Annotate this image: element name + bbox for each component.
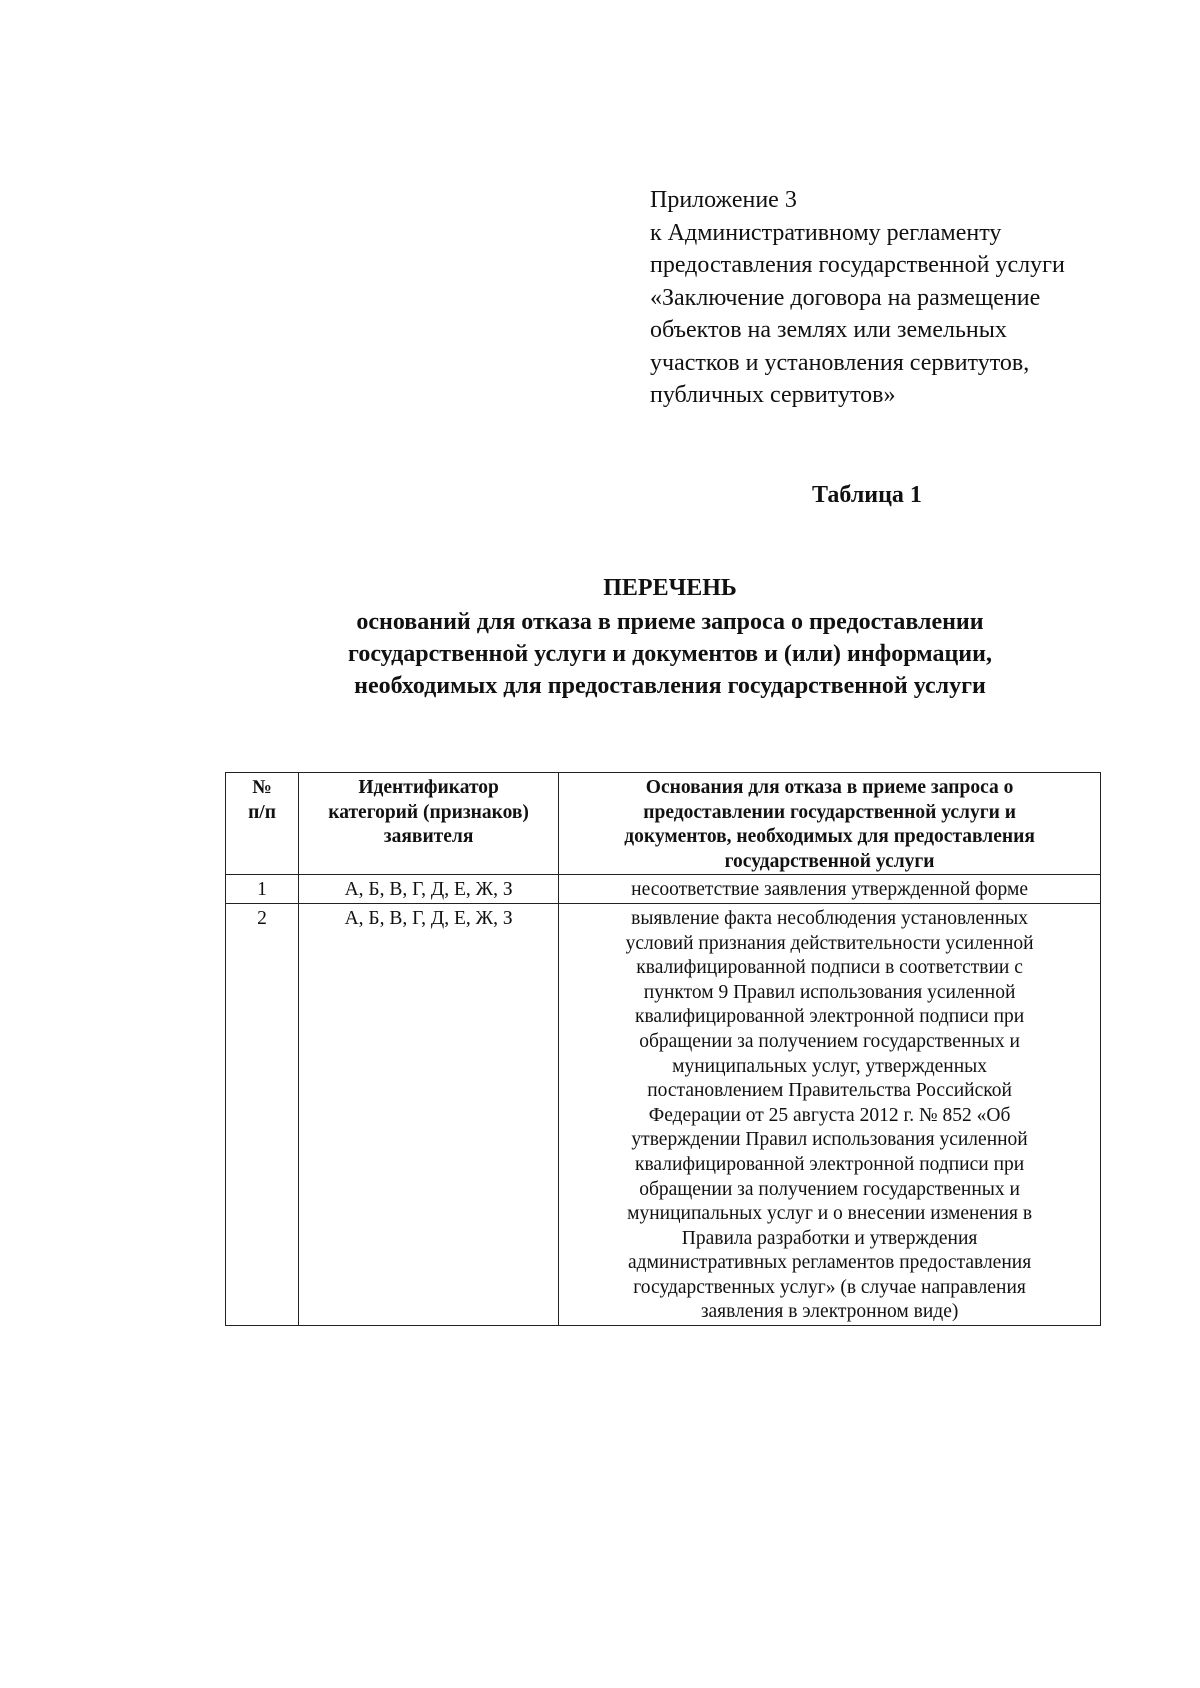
header-identifier bbox=[299, 773, 559, 875]
title-line: государственной услуги и документов и (или) информации, bbox=[348, 641, 992, 667]
reason-line: заявления в электронном виде) bbox=[700, 1301, 959, 1323]
reason-line: обращении за получением государственных и bbox=[639, 1178, 1020, 1200]
title-main: ПЕРЕЧЕНЬ bbox=[603, 575, 737, 601]
row-identifier: А, Б, В, Г, Д, Е, Ж, З bbox=[299, 875, 559, 904]
title-line: необходимых для предоставления государственной услуги bbox=[354, 673, 986, 699]
header-reason-line: предоставлении государственной услуги и bbox=[643, 801, 1016, 823]
document-title bbox=[230, 572, 1110, 702]
reason-line: административных регламентов предоставления bbox=[628, 1252, 1032, 1274]
row-reason bbox=[559, 903, 1101, 1325]
table-header-row bbox=[226, 773, 1101, 875]
annex-line: публичных сервитутов» bbox=[650, 382, 896, 408]
header-identifier-line: Идентификатор bbox=[358, 777, 499, 798]
reason-line: условий признания действительности усиленной bbox=[625, 932, 1034, 954]
row-num: 1 bbox=[226, 875, 299, 904]
reason-line: обращении за получением государственных и bbox=[639, 1030, 1020, 1052]
title-line: оснований для отказа в приеме запроса о предоставлении bbox=[356, 609, 984, 635]
annex-line: к Административному регламенту bbox=[650, 219, 1002, 246]
annex-line: объектов на землях или земельных bbox=[650, 317, 1007, 343]
header-identifier-line: заявителя bbox=[383, 826, 474, 848]
row-reason bbox=[559, 875, 1101, 904]
table-label: Таблица 1 bbox=[812, 482, 922, 508]
annex-header bbox=[650, 184, 1170, 412]
reason-line: постановлением Правительства Российской bbox=[647, 1080, 1012, 1102]
header-num-line: № bbox=[252, 777, 272, 798]
header-reason-line: документов, необходимых для предоставления bbox=[624, 826, 1035, 848]
header-num-line: п/п bbox=[248, 801, 276, 823]
grounds-table bbox=[225, 772, 1101, 1326]
reason-line: квалифицированной подписи в соответствии с bbox=[636, 957, 1023, 979]
row-identifier: А, Б, В, Г, Д, Е, Ж, З bbox=[299, 903, 559, 1325]
annex-line: «Заключение договора на размещение bbox=[650, 284, 1041, 311]
header-num bbox=[226, 773, 299, 875]
table-row bbox=[226, 903, 1101, 1325]
reason-line: квалифицированной электронной подписи при bbox=[634, 1153, 1025, 1175]
header-reason-line: Основания для отказа в приеме запроса о bbox=[645, 777, 1014, 798]
annex-line: предоставления государственной услуги bbox=[650, 252, 1065, 278]
reason-line: государственных услуг» (в случае направления bbox=[633, 1276, 1026, 1298]
row-num: 2 bbox=[226, 903, 299, 1325]
reason-line: пунктом 9 Правил использования усиленной bbox=[643, 981, 1016, 1003]
header-identifier-line: категорий (признаков) bbox=[328, 801, 529, 823]
reason-line: несоответствие заявления утвержденной форме bbox=[631, 879, 1028, 901]
reason-line: квалифицированной электронной подписи при bbox=[634, 1006, 1025, 1028]
reason-line: Федерации от 25 августа 2012 г. № 852 «Об bbox=[648, 1104, 1011, 1126]
header-reason-line: государственной услуги bbox=[724, 850, 935, 872]
reason-line: Правила разработки и утверждения bbox=[681, 1227, 978, 1249]
reason-line: утверждении Правил использования усиленной bbox=[631, 1129, 1028, 1151]
table-row bbox=[226, 875, 1101, 904]
annex-line: Приложение 3 bbox=[650, 187, 797, 213]
reason-line: выявление факта несоблюдения установленных bbox=[631, 907, 1029, 929]
header-reason bbox=[559, 773, 1101, 875]
reason-line: муниципальных услуг и о внесении изменения в bbox=[627, 1203, 1033, 1225]
reason-line: муниципальных услуг, утвержденных bbox=[672, 1055, 988, 1077]
annex-line: участков и установления сервитутов, bbox=[650, 349, 1030, 376]
